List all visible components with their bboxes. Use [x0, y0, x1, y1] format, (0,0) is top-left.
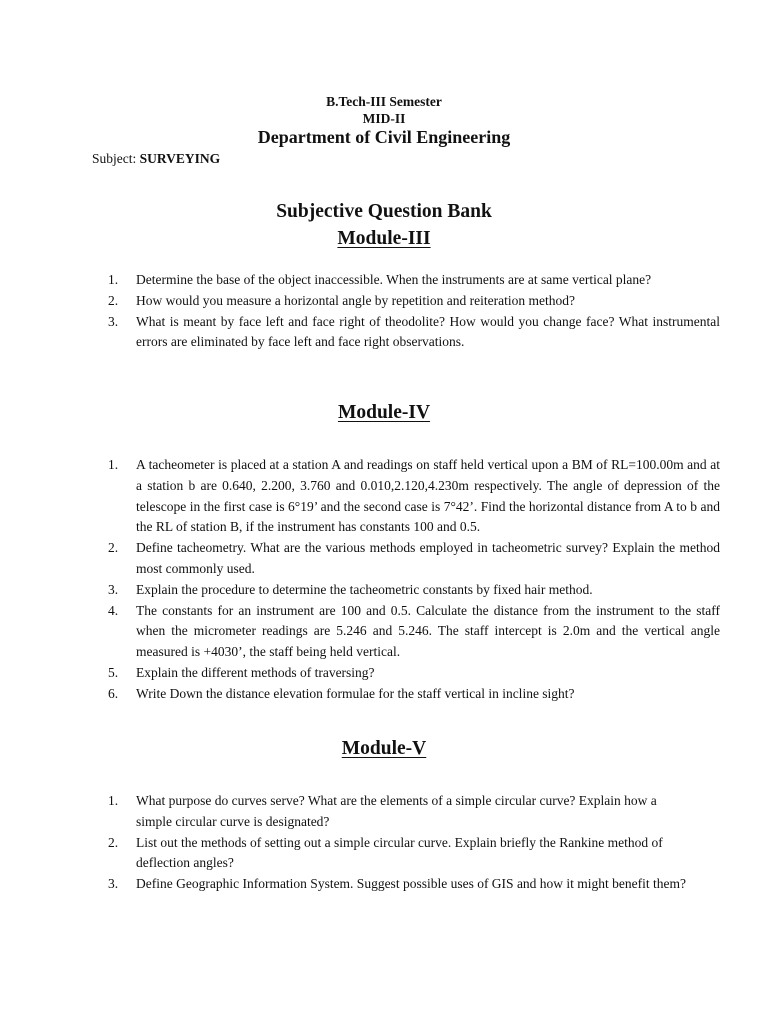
question-item	[108, 291, 720, 312]
question-number: 3.	[108, 876, 119, 892]
question-list	[108, 270, 720, 353]
question-text: What is meant by face left and face right of theodolite? How would you change face? What instrumental errors are eliminated by face left and face right observations.	[136, 313, 720, 350]
question-number: 4.	[108, 602, 119, 618]
subject-line	[92, 151, 220, 167]
question-number: 5.	[108, 664, 119, 680]
question-text: The constants for an instrument are 100 and 0.5. Calculate the distance from the instrument to the staff when the micrometer readings are 5.246 and 5.246. The staff intercept is 2.0m and the vertical angle measured is +4030’, the staff being held vertical.	[136, 602, 720, 660]
question-item	[108, 270, 720, 291]
question-number: 1.	[108, 272, 119, 287]
question-item	[108, 455, 720, 538]
exam-heading: MID-II	[362, 111, 406, 126]
subject-label: Subject:	[92, 151, 137, 166]
question-text: Explain the different methods of traversing?	[136, 664, 375, 680]
semester-heading: B.Tech-III Semester	[326, 94, 442, 109]
module-title: Module-III	[337, 228, 431, 249]
question-item	[108, 874, 688, 895]
question-text: Explain the procedure to determine the tacheometric constants by fixed hair method.	[136, 581, 593, 597]
module-title: Module-V	[341, 738, 427, 759]
question-number: 3.	[108, 581, 119, 597]
question-number: 1.	[108, 457, 119, 472]
question-number: 2.	[108, 540, 119, 556]
question-text: Determine the base of the object inaccessible. When the instruments are at same vertical plane?	[136, 272, 652, 287]
question-item	[108, 580, 720, 601]
question-text: Define Geographic Information System. Suggest possible uses of GIS and how it might benefit them?	[136, 876, 687, 892]
question-text: A tacheometer is placed at a station A and readings on staff held vertical upon a BM of RL=100.00m and at a station b are 0.640, 2.200, 3.760 and 0.010,2.120,4.230m respectively. The angle of depression of the telescope in the first case is 6°19’ and the second case is 7°42’. Find the horizontal distance from A to b and the RL of station B, if the instrument has constants 100 and 0.5.	[136, 457, 720, 535]
question-item	[108, 312, 720, 354]
module-title: Module-IV	[337, 402, 431, 423]
question-text: List out the methods of setting out a simple circular curve. Explain briefly the Rankine method of deflection angles?	[136, 834, 663, 871]
question-number: 1.	[108, 793, 119, 808]
question-item	[108, 684, 720, 705]
question-item	[108, 833, 688, 875]
question-text: How would you measure a horizontal angle by repetition and reiteration method?	[136, 292, 575, 308]
question-number: 2.	[108, 292, 119, 308]
question-item	[108, 791, 688, 833]
question-number: 6.	[108, 685, 119, 701]
subject-value: SURVEYING	[139, 151, 221, 166]
question-text: Define tacheometry. What are the various methods employed in tacheometric survey? Explain the method most commonly used.	[136, 540, 720, 576]
question-list	[108, 455, 720, 705]
question-number: 2.	[108, 834, 119, 850]
question-item	[108, 663, 720, 684]
department-heading: Department of Civil Engineering	[257, 127, 511, 147]
question-item	[108, 538, 720, 580]
question-text: What purpose do curves serve? What are the elements of a simple circular curve? Explain how a simple circular curve is designated?	[136, 793, 657, 829]
question-bank-title: Subjective Question Bank	[276, 201, 492, 222]
question-item	[108, 601, 720, 663]
question-text: Write Down the distance elevation formulae for the staff vertical in incline sight?	[136, 685, 575, 701]
question-number: 3.	[108, 313, 119, 329]
question-list	[108, 791, 688, 895]
